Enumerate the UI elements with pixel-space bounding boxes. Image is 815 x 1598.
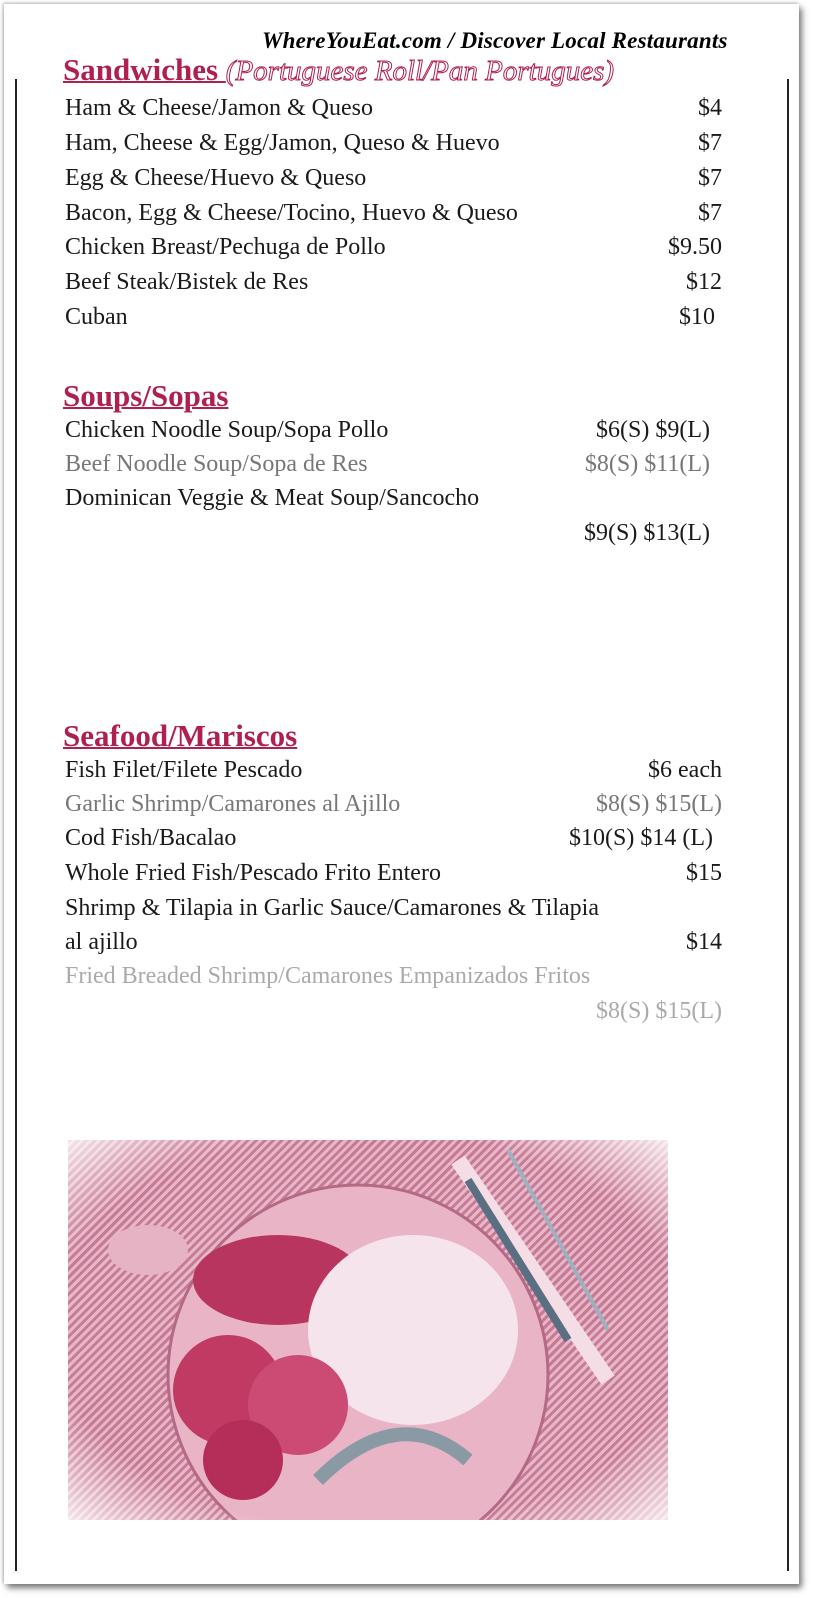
menu-item: Beef Steak/Bistek de Res $12 — [65, 269, 722, 295]
site-banner: WhereYouEat.com / Discover Local Restaurants — [262, 28, 728, 53]
menu-item: Fish Filet/Filete Pescado $6 each — [65, 757, 722, 783]
menu-item: Whole Fried Fish/Pescado Frito Entero $15 — [65, 860, 722, 886]
sandwiches-heading: Sandwiches (Portuguese Roll/Pan Portugues) — [63, 52, 615, 87]
menu-item: Ham, Cheese & Egg/Jamon, Queso & Huevo $7 — [65, 130, 722, 156]
menu-item: Cod Fish/Bacalao $10(S) $14 (L) — [65, 825, 713, 851]
right-border-line — [787, 79, 789, 1571]
menu-item: Fried Breaded Shrimp/Camarones Empanizados Fritos $8(S) $15(L) — [65, 963, 722, 1024]
menu-item: Bacon, Egg & Cheese/Tocino, Huevo & Queso $7 — [65, 200, 722, 226]
menu-item: Garlic Shrimp/Camarones al Ajillo $8(S) $15(L) — [65, 791, 722, 817]
seafood-heading: Seafood/Mariscos — [63, 718, 298, 753]
menu-item: Dominican Veggie & Meat Soup/Sancocho $9(S) $13(L) — [65, 485, 710, 546]
menu-item: Chicken Noodle Soup/Sopa Pollo $6(S) $9(L) — [65, 417, 710, 443]
sandwiches-subtitle: (Portuguese Roll/Pan Portugues) — [225, 55, 615, 87]
soups-heading: Soups/Sopas — [63, 378, 229, 413]
menu-item: Beef Noodle Soup/Sopa de Res $8(S) $11(L) — [65, 451, 710, 477]
menu-item: Egg & Cheese/Huevo & Queso $7 — [65, 165, 722, 191]
menu-item: Shrimp & Tilapia in Garlic Sauce/Camarones & Tilapia al ajillo $14 — [65, 895, 722, 955]
food-plate-photo — [68, 1140, 668, 1520]
menu-item: Ham & Cheese/Jamon & Queso $4 — [65, 95, 722, 121]
menu-item: Cuban $10 — [65, 304, 715, 330]
left-border-line — [15, 79, 17, 1571]
menu-item: Chicken Breast/Pechuga de Pollo $9.50 — [65, 234, 722, 260]
